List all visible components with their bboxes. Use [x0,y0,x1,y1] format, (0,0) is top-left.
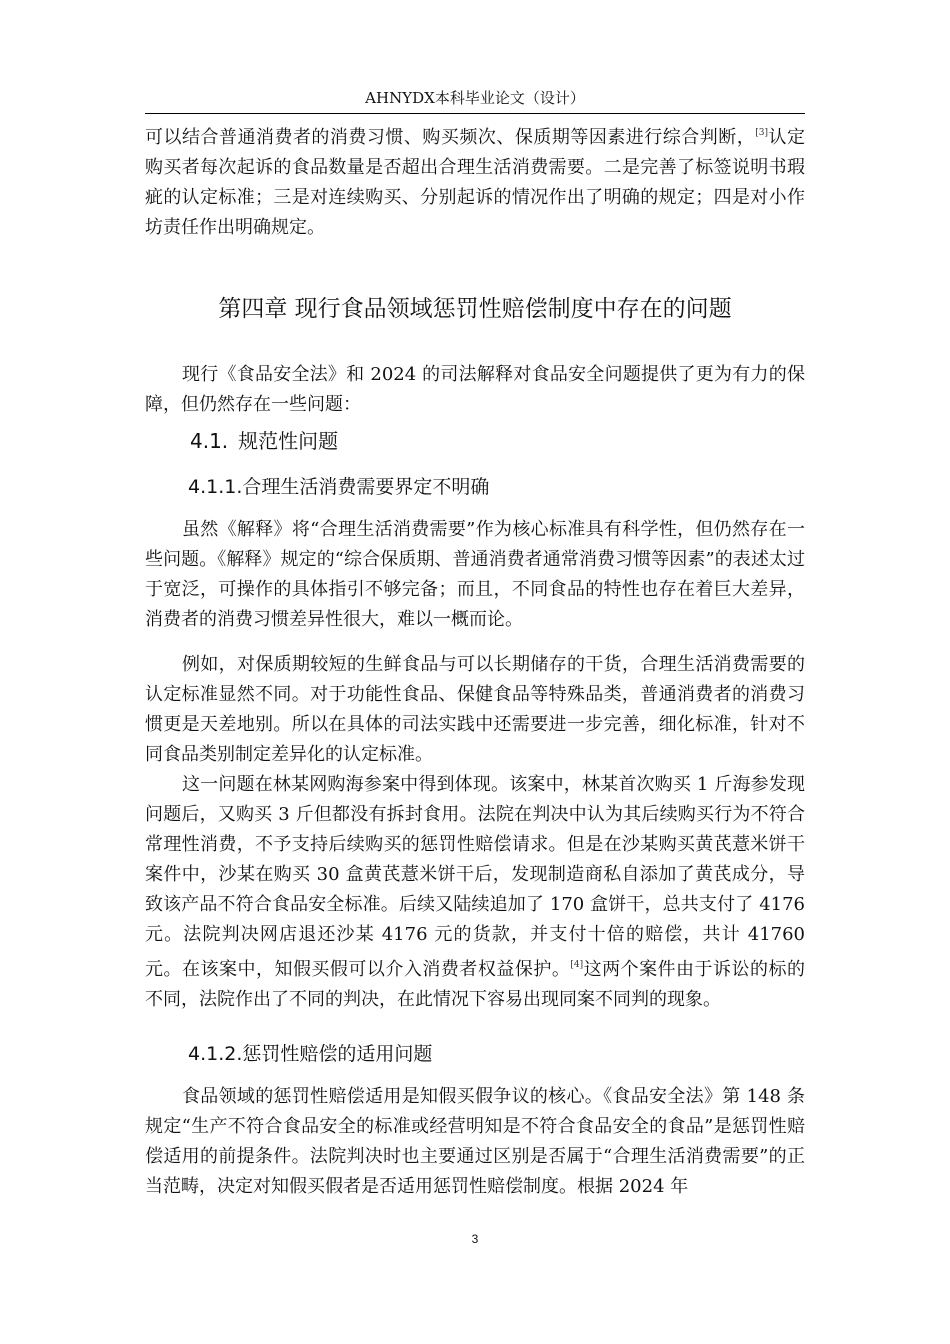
section-number: 4.1. [190,429,229,453]
chapter-intro-paragraph: 现行《食品安全法》和 2024 的司法解释对食品安全问题提供了更为有力的保障，但仍然存在一些问题： [145,364,805,415]
intro-text: 可以结合普通消费者的消费习惯、购买频次、保质期等因素进行综合判断， [145,127,756,148]
section-number: 4.1.1. [188,476,243,498]
header-divider [145,113,805,114]
section-heading-4-1 [190,427,338,455]
citation-3: [3] [755,128,769,138]
section-title: 惩罚性赔偿的适用问题 [242,1043,433,1065]
section-number: 4.1.2. [188,1043,243,1065]
page-number: 3 [471,1232,479,1246]
chapter-title: 第四章 现行食品领域惩罚性赔偿制度中存在的问题 [218,296,732,322]
body-paragraph-2: 例如，对保质期较短的生鲜食品与可以长期储存的干货，合理生活消费需要的认定标准显然不同。对于功能性食品、保健食品等特殊品类，普通消费者的消费习惯更是天差地别。所以在具体的司法实践中还需要进一步完善，细化标准，针对不同食品类别制定差异化的认定标准。 [145,654,805,765]
body-paragraph-1: 虽然《解释》将“合理生活消费需要”作为核心标准具有科学性，但仍然存在一些问题。《解释》规定的“综合保质期、普通消费者通常消费习惯等因素”的表述太过于宽泛，可操作的具体指引不够完备；而且，不同食品的特性也存在着巨大差异，消费者的消费习惯差异性很大，难以一概而论。 [145,519,805,630]
section-heading-4-1-1 [188,473,489,501]
body-paragraph-4: 食品领域的惩罚性赔偿适用是知假买假争议的核心。《食品安全法》第 148 条规定“生产不符合食品安全的标准或经营明知是不符合食品安全的食品”是惩罚性赔偿适用的前提条件。法院判决时也主要通过区别是否属于“合理生活消费需要”的正当范畴，决定对知假买假者是否适用惩罚性赔偿制度。根据 2024 年 [145,1086,805,1197]
citation-4: [4] [570,960,584,970]
case-text: 这一问题在林某网购海参案中得到体现。该案中，林某首次购买 1 斤海参发现问题后，又购买 3 斤但都没有拆封食用。法院在判决中认为其后续购买行为不符合常理性消费，不予支持后续购买的惩罚性赔偿请求。但是在沙某购买黄芪薏米饼干案件中，沙某在购买 30 盒黄芪薏米饼干后，发现制造商私自添加了黄芪成分，导致该产品不符合食品安全标准。后续又陆续追加了 170 盒饼干，总共支付了 4176 元。法院判决网店退还沙某 4176 元的货款，并支付十倍的赔偿，共计 41760 元。在该案中，知假买假可以介入消费者权益保护。 [145,774,805,980]
section-heading-4-1-2 [188,1040,432,1068]
body-paragraph-3 [145,770,805,1015]
case-text-continued: 这两个案件由于诉讼的标的不同，法院作出了不同的判决，在此情况下容易出现同案不同判的现象。 [145,959,806,1010]
intro-paragraph [145,118,805,243]
page-header: AHNYDX本科毕业论文（设计） [365,89,585,107]
section-title: 合理生活消费需要界定不明确 [242,476,490,498]
section-title: 规范性问题 [238,429,339,453]
intro-text-continued: 认定购买者每次起诉的食品数量是否超出合理生活消费需要。二是完善了标签说明书瑕疵的认定标准；三是对连续购买、分别起诉的情况作出了明确的规定；四是对小作坊责任作出明确规定。 [145,127,806,238]
